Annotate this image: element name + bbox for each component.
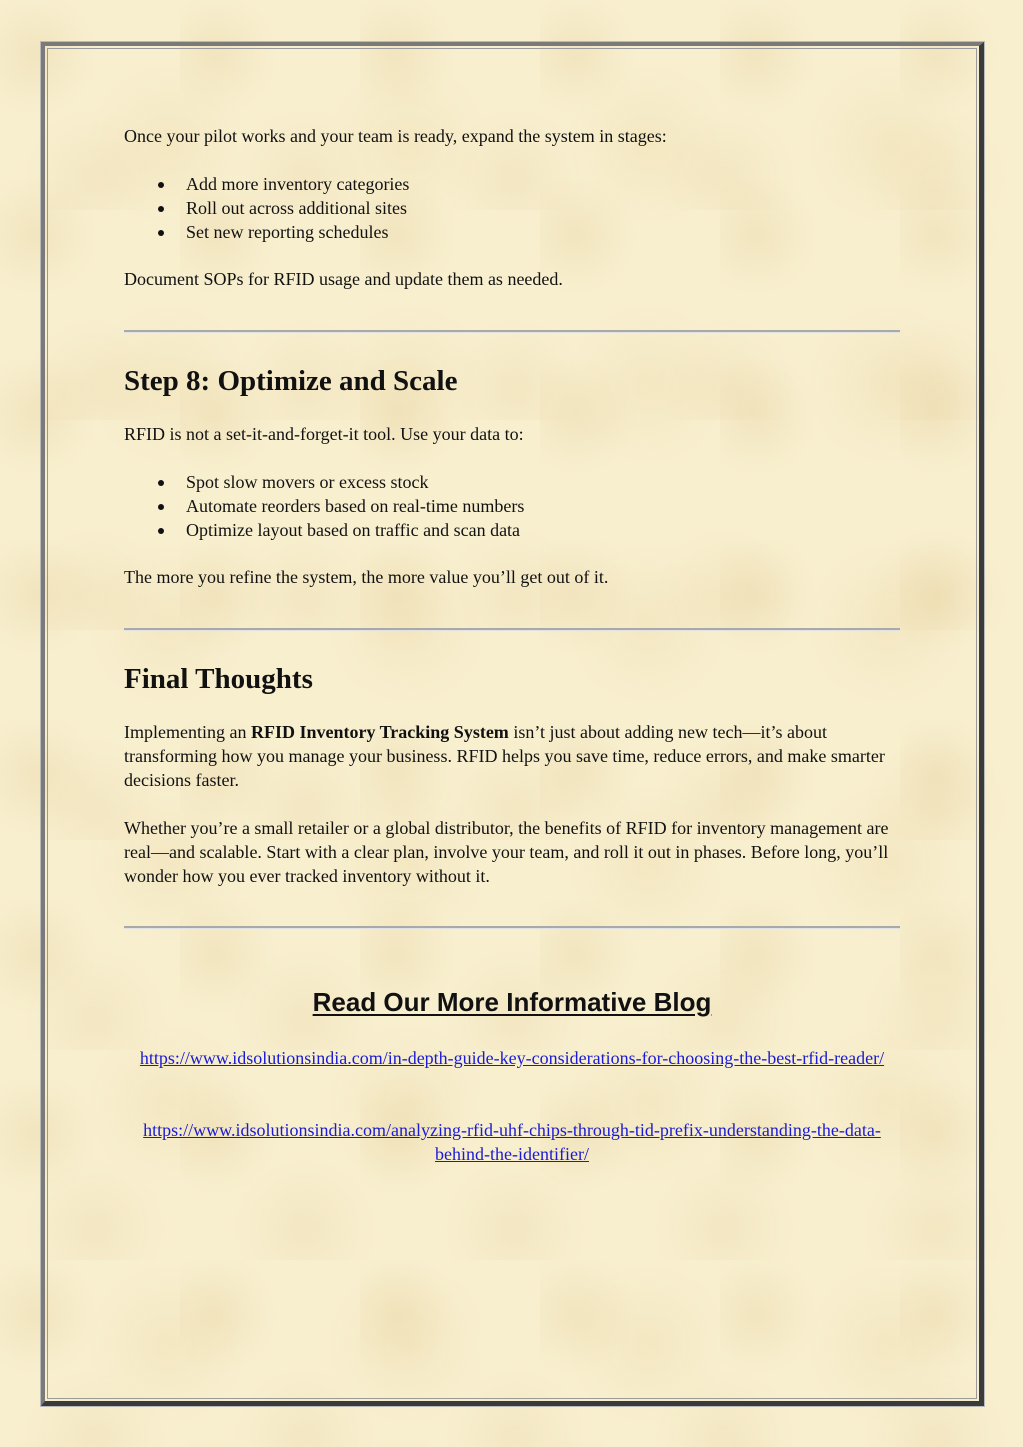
blog-link-2[interactable]: https://www.idsolutionsindia.com/analyzing-rfid-uhf-chips-through-tid-prefix-understanding-the-data-behind-the-identifier/ xyxy=(143,1120,881,1164)
list-item: Roll out across additional sites xyxy=(124,196,900,220)
blog-heading: Read Our More Informative Blog xyxy=(312,987,712,1017)
final-paragraph-2: Whether you’re a small retailer or a global distributor, the benefits of RFID for inventory management are real—and scalable. Start with a clear plan, involve your team, and roll it out in phases. Before long, you’ll wonder how you ever tracked inventory without it. xyxy=(124,818,889,886)
blog-link-1[interactable]: https://www.idsolutionsindia.com/in-depth-guide-key-considerations-for-choosing-the-best-rfid-reader/ xyxy=(139,1048,885,1068)
bullet-icon xyxy=(158,182,164,188)
bullet-icon xyxy=(158,206,164,212)
step8-heading: Step 8: Optimize and Scale xyxy=(124,365,458,397)
divider xyxy=(124,330,900,333)
list-item: Set new reporting schedules xyxy=(124,220,900,244)
step8-closing: The more you refine the system, the more value you’ll get out of it. xyxy=(124,567,609,587)
list-item: Add more inventory categories xyxy=(124,172,900,196)
list-item: Automate reorders based on real-time numbers xyxy=(124,494,900,518)
step8-bullet-list xyxy=(124,470,900,542)
bullet-icon xyxy=(158,480,164,486)
intro-bullet-list xyxy=(124,172,900,244)
list-item: Spot slow movers or excess stock xyxy=(124,470,900,494)
divider xyxy=(124,628,900,631)
bullet-icon xyxy=(158,528,164,534)
step8-paragraph: RFID is not a set-it-and-forget-it tool. Use your data to: xyxy=(124,424,524,444)
list-item: Optimize layout based on traffic and scan data xyxy=(124,518,900,542)
bold-term: RFID Inventory Tracking System xyxy=(250,722,509,742)
divider xyxy=(124,926,900,929)
bullet-icon xyxy=(158,504,164,510)
bullet-icon xyxy=(158,230,164,236)
intro-closing: Document SOPs for RFID usage and update them as needed. xyxy=(124,269,563,289)
final-paragraph-1: Implementing an RFID Inventory Tracking System isn’t just about adding new tech—it’s about transforming how you manage your business. RFID helps you save time, reduce errors, and make smarter decisions faster. xyxy=(124,722,885,790)
intro-paragraph: Once your pilot works and your team is ready, expand the system in stages: xyxy=(124,126,667,146)
final-heading: Final Thoughts xyxy=(124,663,313,695)
